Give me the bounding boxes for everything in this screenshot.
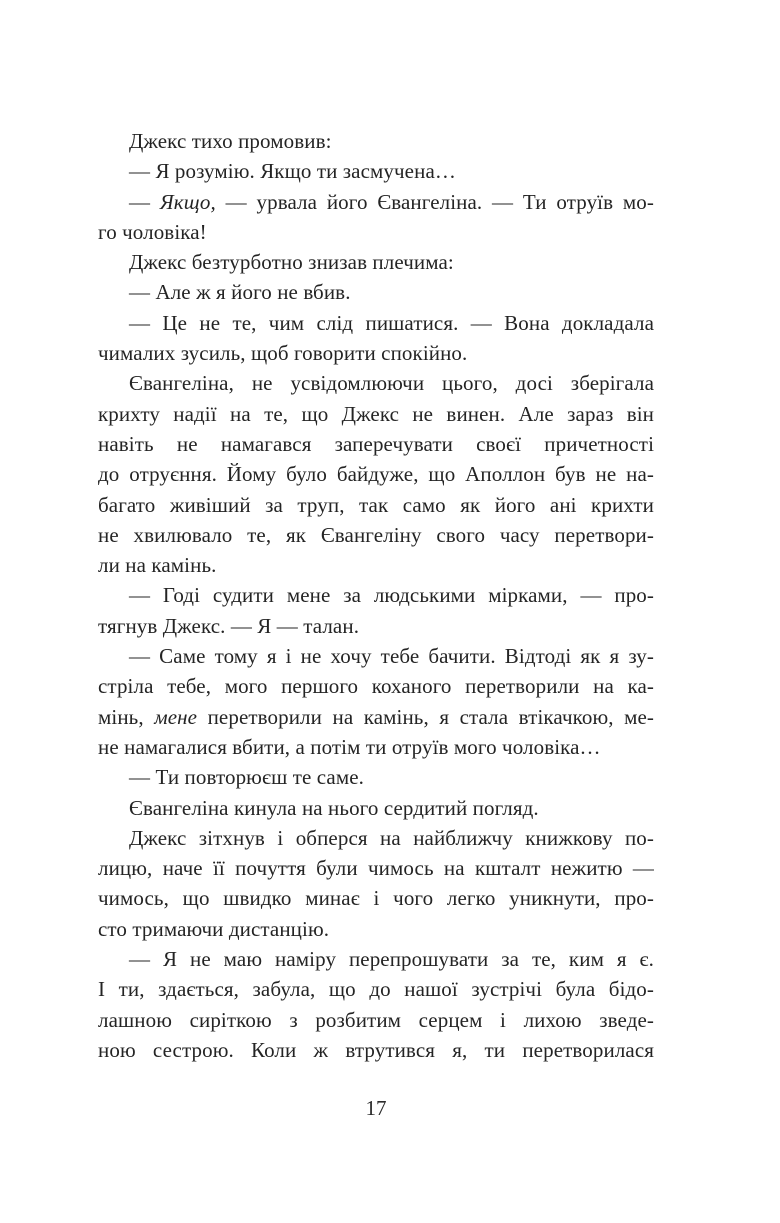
text-segment: — Я не маю наміру перепрошувати за те, ким я є. [129, 947, 654, 972]
text-line [98, 429, 654, 459]
text-line [98, 914, 654, 944]
text-line [98, 611, 654, 641]
text-line [98, 671, 654, 701]
text-line [98, 641, 654, 671]
text-line [98, 399, 654, 429]
text-segment: лицю, наче її почуття були чимось на кшталт нежитю — [98, 856, 654, 881]
text-segment: Джекс тихо промовив: [129, 129, 332, 153]
text-segment: — урвала його Євангеліна. — Ти отруїв мо- [215, 189, 654, 214]
italic-text: мене [154, 704, 198, 729]
text-line [98, 732, 654, 762]
text-segment: Євангеліна кинула на нього сердитий погляд. [129, 795, 539, 820]
paragraph [98, 187, 654, 248]
text-line [98, 247, 654, 277]
text-line [98, 702, 654, 732]
text-segment: стріла тебе, мого першого коханого перетворили на ка- [98, 674, 654, 699]
paragraph [98, 762, 654, 792]
text-line [98, 277, 654, 307]
text-line [98, 1005, 654, 1035]
text-line [98, 338, 654, 368]
text-segment: сто тримаючи дистанцію. [98, 916, 330, 941]
text-segment: чимось, що швидко минає і чого легко уникнути, про- [98, 886, 654, 911]
text-segment: — Я розумію. Якщо ти засмучена… [129, 159, 456, 184]
text-segment: лашною сиріткою з розбитим серцем і лихою зведе- [98, 1007, 654, 1032]
page-text [98, 126, 654, 1065]
text-line [98, 459, 654, 489]
text-line [98, 126, 654, 156]
text-line [98, 944, 654, 974]
text-segment: мінь, [98, 704, 155, 729]
text-line [98, 793, 654, 823]
text-segment: — Але ж я його не вбив. [129, 280, 351, 305]
text-line [98, 762, 654, 792]
text-line [98, 368, 654, 398]
text-segment: го чоловіка! [98, 219, 207, 244]
text-line [98, 1035, 654, 1065]
text-segment: крихту надії на те, що Джекс не винен. Але зараз він [98, 401, 654, 426]
text-segment: не намагалися вбити, а потім ти отруїв мого чоловіка… [98, 734, 601, 759]
text-line [98, 974, 654, 1004]
paragraph [98, 641, 654, 762]
italic-text: Якщо, [159, 189, 216, 214]
text-line [98, 156, 654, 186]
text-line [98, 580, 654, 610]
text-segment: перетворили на камінь, я стала втікачкою, ме- [197, 704, 654, 729]
text-segment: не хвилювало те, як Євангеліну свого часу перетвори- [98, 522, 654, 547]
paragraph [98, 823, 654, 944]
text-segment: ли на камінь. [98, 553, 217, 578]
text-segment: до отруєння. Йому було байдуже, що Аполлон був не на- [98, 462, 654, 487]
text-segment: чималих зусиль, щоб говорити спокійно. [98, 341, 468, 366]
text-line [98, 308, 654, 338]
text-segment: багато живіший за труп, так само як його ані крихти [98, 492, 654, 517]
text-segment: — Ти повторюєш те саме. [129, 765, 365, 790]
paragraph [98, 944, 654, 1065]
text-line [98, 550, 654, 580]
text-segment: навіть не намагався заперечувати своєї причетності [98, 431, 654, 456]
text-line [98, 490, 654, 520]
text-line [98, 883, 654, 913]
paragraph [98, 580, 654, 641]
paragraph [98, 368, 654, 580]
text-line [98, 187, 654, 217]
text-segment: — Саме тому я і не хочу тебе бачити. Відтоді як я зу- [129, 644, 654, 669]
text-segment: — Це не те, чим слід пишатися. — Вона докладала [129, 310, 654, 335]
text-line [98, 217, 654, 247]
paragraph [98, 156, 654, 186]
text-segment: — [129, 189, 160, 214]
text-segment: Джекс зітхнув і обперся на найближчу книжкову по- [129, 825, 654, 850]
paragraph [98, 308, 654, 369]
text-segment: ною сестрою. Коли ж втрутився я, ти перетворилася [98, 1037, 654, 1062]
text-line [98, 823, 654, 853]
text-segment: Євангеліна, не усвідомлюючи цього, досі зберігала [129, 371, 654, 396]
paragraph [98, 126, 654, 156]
paragraph [98, 793, 654, 823]
paragraph [98, 277, 654, 307]
text-line [98, 853, 654, 883]
paragraph [98, 247, 654, 277]
text-segment: І ти, здається, забула, що до нашої зустрічі була бідо- [98, 977, 654, 1002]
text-segment: — Годі судити мене за людськими мірками, — про- [129, 583, 654, 608]
page-number: 17 [365, 1096, 387, 1120]
text-line [98, 520, 654, 550]
text-segment: тягнув Джекс. — Я — талан. [98, 613, 360, 638]
text-segment: Джекс безтурботно знизав плечима: [129, 250, 454, 275]
